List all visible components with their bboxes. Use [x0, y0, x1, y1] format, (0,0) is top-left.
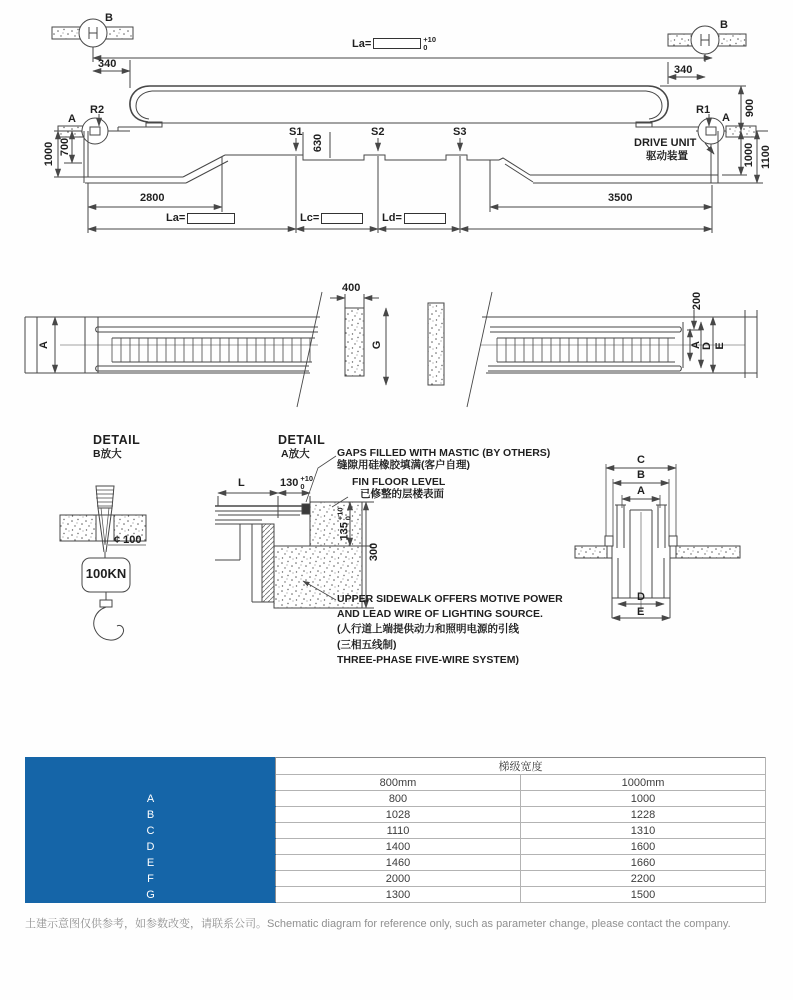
anchor-b-right-label: B [720, 19, 728, 31]
anchor-a-left-label: A [68, 113, 76, 125]
row-label: C [26, 823, 276, 839]
plan-a-right-label: A [690, 341, 702, 349]
la-bottom-dimension [166, 212, 235, 224]
power-note-line2: AND LEAD WIRE OF LIGHTING SOURCE. [337, 608, 543, 620]
dim-300: 300 [368, 542, 380, 562]
table-row [26, 823, 766, 839]
dim-130-tolerance [300, 475, 313, 490]
drive-unit-label-cn: 驱动装置 [646, 150, 688, 162]
table-header-row [26, 758, 766, 775]
detail-a-title: DETAIL [278, 433, 326, 447]
dim-400: 400 [342, 282, 361, 294]
la-bottom-value-box [187, 213, 235, 224]
dim-135-value: 135 [338, 522, 350, 541]
step-width-table-wrap [25, 757, 765, 903]
power-note-line3: (人行道上端提供动力和照明电源的引线 [337, 623, 519, 635]
ld-dimension [382, 212, 446, 224]
anchor-diameter-label: ¢ 100 [114, 534, 142, 546]
value-800: 1110 [276, 823, 521, 839]
note-fin-cn: 已修整的层楼表面 [360, 488, 444, 500]
value-800: 1460 [276, 855, 521, 871]
ld-label: Ld= [382, 212, 402, 224]
support-s2-label: S2 [371, 126, 385, 138]
dim-340-left: 340 [98, 58, 117, 70]
lc-value-box [321, 213, 363, 224]
dim-1000-left: 1000 [43, 141, 55, 167]
power-note-line5: THREE-PHASE FIVE-WIRE SYSTEM) [337, 654, 520, 666]
value-1000: 1660 [521, 855, 766, 871]
power-note-line4: (三相五线制) [337, 639, 397, 651]
table-header-cell: 梯级宽度 [276, 758, 766, 775]
drive-unit-label-en: DRIVE UNIT [634, 137, 697, 149]
dim-l-label: L [238, 477, 245, 489]
value-1000: 1310 [521, 823, 766, 839]
table-row [26, 887, 766, 903]
value-1000: 2200 [521, 871, 766, 887]
dim-200: 200 [691, 291, 703, 311]
support-s3-label: S3 [453, 126, 467, 138]
value-1000: 1600 [521, 839, 766, 855]
detail-b-linework [60, 486, 146, 640]
section-dim-d: D [637, 591, 645, 603]
dim-130-value: 130 [280, 476, 299, 489]
value-1000: 1500 [521, 887, 766, 903]
la-tolerance [423, 36, 436, 51]
row-label: A [26, 791, 276, 807]
step-width-table [25, 757, 766, 903]
value-800: 2000 [276, 871, 521, 887]
la-top-dimension [352, 36, 436, 51]
dim-630: 630 [312, 133, 324, 153]
tol-135-plus: +10 [335, 507, 345, 521]
disclaimer-note: 土建示意图仅供参考，如参数改变，请联系公司。Schematic diagram for reference only, such as parameter change, please contact the company. [25, 918, 731, 930]
value-800: 1028 [276, 807, 521, 823]
dim-2800: 2800 [140, 192, 165, 204]
value-800: 1400 [276, 839, 521, 855]
row-label: B [26, 807, 276, 823]
note-fin-en: FIN FLOOR LEVEL [352, 476, 446, 488]
value-1000: 1000 [521, 791, 766, 807]
section-dim-e: E [637, 606, 645, 618]
col-1000mm-header: 1000mm [521, 775, 766, 791]
row-label: E [26, 855, 276, 871]
dim-900: 900 [744, 98, 756, 118]
plan-e-label: E [714, 342, 726, 350]
tol-135-zero: 0 [343, 516, 352, 521]
support-s1-label: S1 [289, 126, 303, 138]
row-label: D [26, 839, 276, 855]
tolerance-plus: +10 [423, 35, 436, 44]
tol-130-plus: +10 [300, 474, 314, 483]
la-bottom-label: La= [166, 212, 186, 224]
table-row [26, 839, 766, 855]
dim-700: 700 [59, 137, 71, 157]
table-row [26, 807, 766, 823]
section-dim-a: A [637, 485, 645, 497]
power-note-line1: UPPER SIDEWALK OFFERS MOTIVE POWER [337, 593, 563, 605]
value-800: 800 [276, 791, 521, 807]
value-800: 1300 [276, 887, 521, 903]
radius-r1-label: R1 [696, 104, 711, 116]
detail-b-title: DETAIL [93, 433, 141, 447]
detail-b-subtitle: B放大 [93, 448, 122, 460]
tolerance-zero: 0 [423, 42, 428, 52]
lc-label: Lc= [300, 212, 320, 224]
radius-r2-label: R2 [90, 104, 105, 116]
table-row [26, 855, 766, 871]
anchor-b-left-label: B [105, 12, 113, 24]
la-top-label: La= [352, 37, 372, 50]
lc-dimension [300, 212, 363, 224]
tol-130-zero: 0 [300, 481, 305, 491]
dim-135-tolerance [337, 507, 352, 520]
anchor-a-right-label: A [722, 112, 730, 124]
section-dim-b: B [637, 469, 645, 481]
note-gaps-en: GAPS FILLED WITH MASTIC (BY OTHERS) [337, 447, 551, 459]
row-label: F [26, 871, 276, 887]
row-label: G [26, 887, 276, 903]
section-detail-linework [575, 464, 740, 618]
plan-d-label: D [701, 342, 713, 350]
plan-view-linework [25, 292, 757, 407]
table-row [26, 791, 766, 807]
dim-135 [337, 507, 352, 540]
la-value-box [373, 38, 421, 49]
value-1000: 1228 [521, 807, 766, 823]
col-800mm-header: 800mm [276, 775, 521, 791]
plan-a-left-label: A [38, 341, 50, 349]
ld-value-box [404, 213, 446, 224]
dim-3500: 3500 [608, 192, 633, 204]
hook-capacity-label: 100KN [85, 566, 127, 581]
dim-1000-right: 1000 [743, 142, 755, 168]
section-dim-c: C [637, 454, 645, 466]
dim-130 [280, 475, 313, 490]
table-corner-cell [26, 758, 276, 791]
detail-a-subtitle: A放大 [281, 448, 310, 460]
note-gaps-cn: 缝隙用硅橡胶填满(客户自理) [337, 459, 470, 471]
table-row [26, 871, 766, 887]
dim-340-right: 340 [674, 64, 693, 76]
dim-g-label: G [371, 340, 383, 350]
dim-1100: 1100 [760, 145, 772, 169]
